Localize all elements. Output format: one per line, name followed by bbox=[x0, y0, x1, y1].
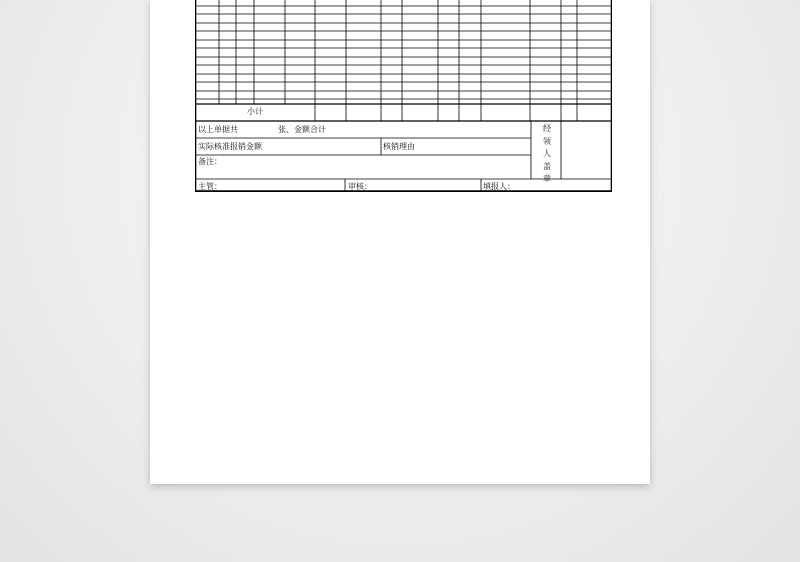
seal-char: 章 bbox=[543, 174, 551, 183]
document-page bbox=[150, 0, 650, 484]
seal-char: 领 bbox=[543, 136, 551, 146]
expense-form bbox=[195, 0, 612, 192]
filler-label: 填报人： bbox=[483, 182, 515, 191]
row-total-suffix: 张、金额合计 bbox=[278, 125, 326, 134]
reason-label: 核销理由 bbox=[383, 142, 415, 151]
remarks-label: 备注： bbox=[198, 157, 222, 166]
handler-seal-label bbox=[540, 123, 554, 186]
subtotal-label: 小计 bbox=[247, 107, 263, 116]
reviewer-label: 审核： bbox=[348, 182, 372, 191]
seal-char: 经 bbox=[543, 124, 551, 133]
row-total-prefix: 以上单据共 bbox=[198, 125, 238, 134]
seal-char: 人 bbox=[543, 149, 551, 158]
approved-amount-label: 实际核准报销金额 bbox=[198, 142, 262, 151]
supervisor-label: 主管： bbox=[198, 182, 222, 191]
seal-char: 盖 bbox=[543, 161, 551, 171]
